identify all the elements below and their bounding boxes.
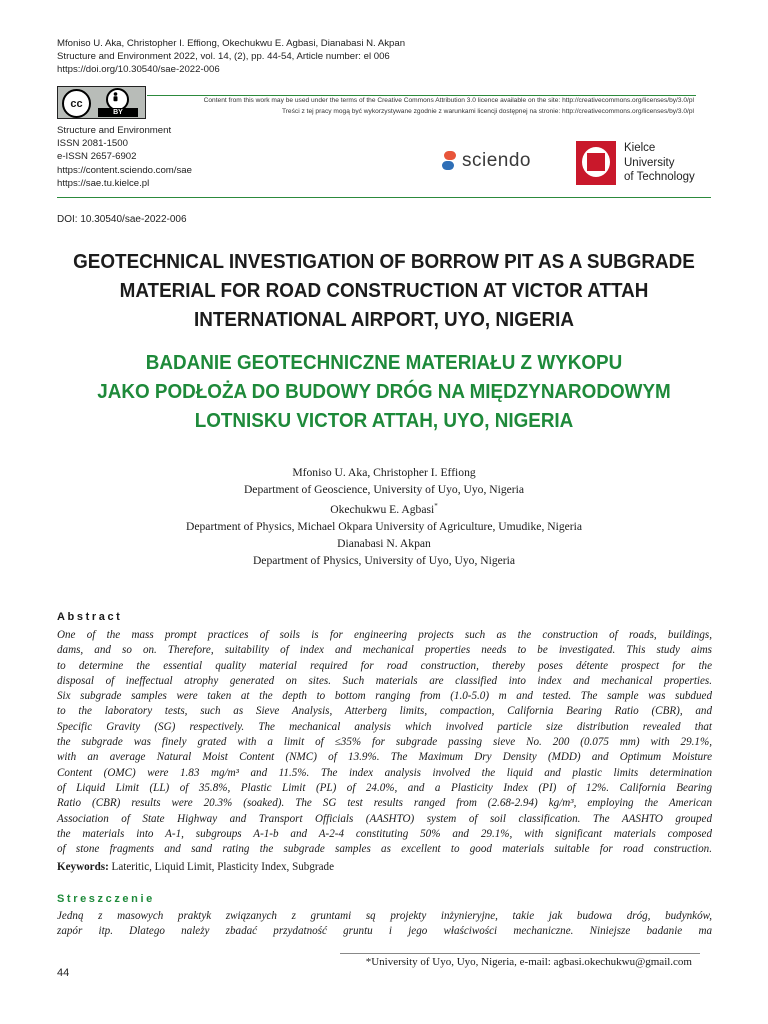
license-line-pl: Treści z tej pracy mogą być wykorzystywane zgodnie z warunkami licencji dostępnej na stronie: http://creativecommons.org/licenses/by/3.0/pl [281, 107, 694, 115]
abstract-line: disposal of ineffectual atrophy generated on sites. Such materials are classified into index and mechanical properties. [57, 674, 712, 687]
author-names: Dianabasi N. Akpan [337, 536, 431, 550]
doi-line: DOI: 10.30540/sae-2022-006 [57, 214, 187, 225]
footnote-divider [340, 953, 700, 954]
abstract-line: Content (OMC) were 1.83 mg/m³ and 11.5%. The index analysis involved the liquid and plastic limits determination [57, 766, 712, 779]
license-line-en: Content from this work may be used under the terms of the Creative Commons Attribution 3.0 licence available on the site: http://creativecommons.org/licenses/by/3.0/pl [203, 97, 694, 104]
abstract-line: dams, and so on. Therefore, suitability of index and mechanical properties needs to be investigated. This study aims [57, 644, 712, 657]
streszczenie-body [57, 909, 712, 940]
citation-journal: Structure and Environment 2022, vol. 14, (2), pp. 44-54, Article number: el 006 [57, 51, 390, 63]
journal-url-tu[interactable]: https://sae.tu.kielce.pl [57, 177, 150, 189]
keywords [57, 861, 334, 873]
abstract-line: Six subgrade samples were taken at the depth to bottom ranging from (1.0-5.0) m and tested. The sample was subdued [57, 690, 712, 703]
cc-by-license-icon[interactable] [57, 86, 146, 119]
author-affiliation: Department of Physics, University of Uyo, Uyo, Nigeria [252, 553, 516, 567]
abstract-line: the materials into A-1, subgroups A-1-b and A-2-4 constituting 50% and 29.1%, with significant materials composed [57, 827, 712, 840]
abstract-line: to the laboratory tests, such as Sieve Analysis, Atterberg limits, compaction, California Bearing Ratio (CBR), and [57, 705, 712, 718]
title-pl-line: JAKO PODŁOŻA DO BUDOWY DRÓG NA MIĘDZYNARODOWYM [97, 380, 671, 403]
author-affiliation: Department of Geoscience, University of Uyo, Uyo, Nigeria [243, 483, 525, 496]
journal-info [57, 124, 192, 190]
author-block [0, 464, 768, 569]
title-english [68, 247, 701, 334]
sciendo-wordmark: sciendo [462, 150, 531, 171]
keywords-label: Keywords: [57, 861, 109, 873]
cc-icon: cc [62, 89, 91, 118]
kielce-name-line3: of Technology [624, 171, 695, 183]
abstract-line: of Liquid Limit (LL) of 35.8%, Plastic Limit (PL) of 24.0%, and a Plasticity Index (PI) of 12%. California Bearing [57, 781, 712, 794]
title-pl-line: LOTNISKU VICTOR ATTAH, UYO, NIGERIA [194, 409, 574, 432]
author-name: Okechukwu E. Agbasi [330, 502, 435, 516]
title-en-line: GEOTECHNICAL INVESTIGATION OF BORROW PIT AS A SUBGRADE [73, 250, 695, 273]
journal-name: Structure and Environment [57, 125, 172, 136]
author-names: Mfoniso U. Aka, Christopher I. Effiong [292, 466, 476, 479]
abstract-line: the subgrade was finely grated with a limit of ≤35% for subgrade passing sieve No. 200 (0.075 mm) with 29.1%, [57, 736, 712, 749]
abstract-line: with an average Natural Moist Content (NMC) of 13.9%. The Maximum Dry Density (MDD) and Optimum Moisture [57, 751, 712, 764]
author-affiliation: Department of Physics, Michael Okpara University of Agriculture, Umudike, Nigeria [185, 519, 583, 533]
citation-block [57, 37, 405, 77]
kielce-name-line2: University [624, 156, 675, 169]
kielce-university-logo [576, 141, 695, 185]
journal-url-sciendo[interactable]: https://content.sciendo.com/sae [57, 164, 192, 176]
citation-authors: Mfoniso U. Aka, Christopher I. Effiong, Okechukwu E. Agbasi, Dianabasi N. Akpan [57, 38, 406, 49]
license-notice [204, 96, 694, 117]
abstract-heading: Abstract [57, 611, 123, 623]
title-pl-line: BADANIE GEOTECHNICZNE MATERIAŁU Z WYKOPU [145, 351, 623, 374]
abstract-line: of stone fragments and sand rating the subgrade samples as excellent to good materials suitable for road construction. [57, 843, 712, 856]
abstract-line: to determine the essential quality material required for road construction, thereby poses détente prospect for the [57, 659, 712, 672]
keywords-text: Lateritic, Liquid Limit, Plasticity Index, Subgrade [111, 861, 334, 873]
title-en-line: MATERIAL FOR ROAD CONSTRUCTION AT VICTOR ATTAH [119, 279, 649, 302]
streszczenie-line: zapór itp. Dlatego należy zbadać przydatność gruntu i jego właściwości mechaniczne. Niniejsze badanie ma [57, 925, 712, 938]
streszczenie-heading: Streszczenie [57, 893, 155, 905]
abstract-body [57, 628, 712, 857]
page-number: 44 [57, 967, 70, 979]
journal-issn: ISSN 2081-1500 [57, 138, 128, 150]
kielce-emblem-icon [576, 141, 616, 185]
citation-doi-link[interactable]: https://doi.org/10.30540/sae-2022-006 [57, 64, 220, 76]
abstract-line: One of the mass prompt practices of soils is for engineering projects such as the construction of roads, buildings, [57, 629, 712, 641]
section-divider [57, 197, 711, 198]
title-polish [68, 348, 701, 435]
title-en-line: INTERNATIONAL AIRPORT, UYO, NIGERIA [193, 308, 575, 331]
corresponding-mark: * [434, 502, 438, 510]
abstract-line: Association of State Highway and Transport Officials (AASHTO) system of soil classification. The AASHTO grouped [57, 812, 712, 825]
author-names [0, 498, 768, 518]
kielce-name-line1: Kielce [624, 142, 656, 154]
sciendo-logo [442, 150, 531, 172]
journal-eissn: e-ISSN 2657-6902 [57, 151, 137, 163]
abstract-line: Ratio (CBR) results were 20.3% (soaked). The SG test results ranged from (2.68-2.94) kg/m³, employing the American [57, 797, 712, 810]
abstract-line: Specific Gravity (SG) respectively. The mechanical analysis which involved particle size distribution revealed that [57, 720, 712, 733]
sciendo-mark-icon [442, 151, 456, 171]
streszczenie-line: Jedną z masowych praktyk związanych z gruntami są projekty inżynieryjne, takie jak budowa dróg, budynków, [57, 910, 712, 922]
footnote: *University of Uyo, Uyo, Nigeria, e-mail: agbasi.okechukwu@gmail.com [365, 956, 692, 968]
by-label: BY [98, 108, 138, 117]
